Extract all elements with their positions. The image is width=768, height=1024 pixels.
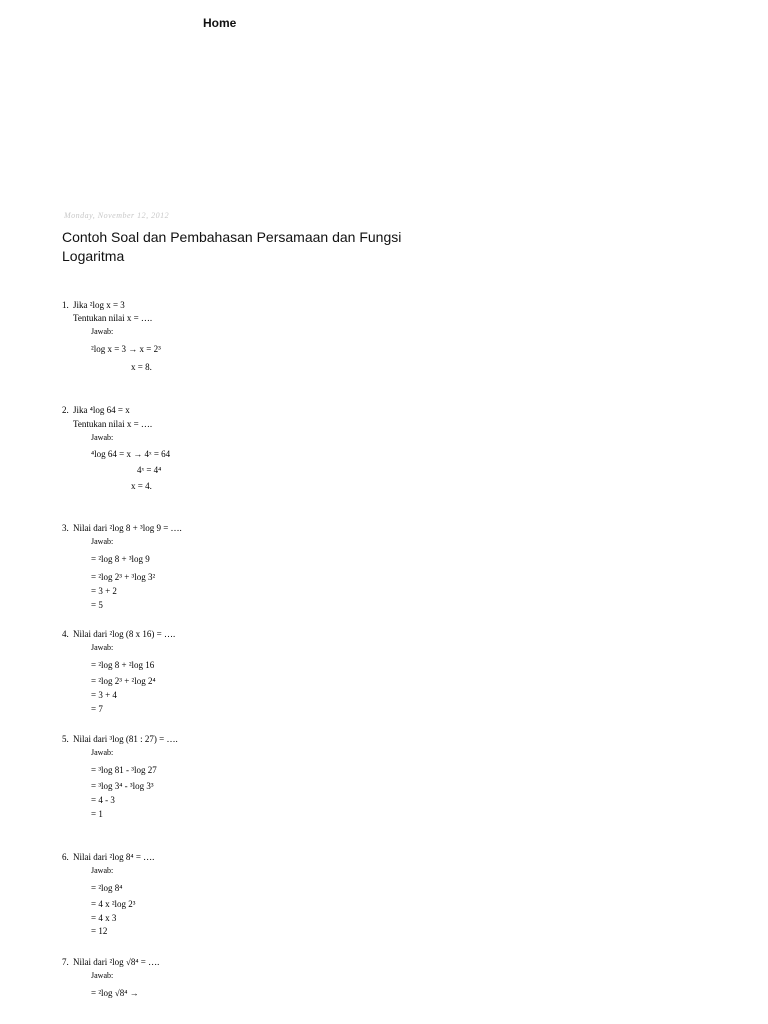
problem-4-number: 4.: [62, 629, 69, 639]
problem-7-answer-label: Jawab:: [91, 971, 114, 980]
problem-1-number: 1.: [62, 300, 69, 310]
problem-5-question: Nilai dari ³log (81 : 27) = ….: [73, 734, 178, 744]
problem-1-step-1: ²log x = 3 → x = 2³: [91, 344, 161, 354]
problem-5-answer-label: Jawab:: [91, 748, 114, 757]
post-title: Contoh Soal dan Pembahasan Persamaan dan Fungsi Logaritma: [62, 229, 402, 264]
nav-home-link[interactable]: Home: [203, 16, 237, 30]
problem-4-step-2: = ²log 2³ + ²log 2⁴: [91, 676, 156, 686]
problem-2-number: 2.: [62, 405, 69, 415]
problem-4-step-1: = ²log 8 + ²log 16: [91, 660, 155, 670]
problem-6-step-1: = ²log 8⁴: [91, 883, 123, 893]
problem-3-answer-label: Jawab:: [91, 537, 114, 546]
problem-2-step-1: ⁴log 64 = x → 4ˣ = 64: [91, 449, 171, 459]
problem-1-instruction: Tentukan nilai x = ….: [73, 313, 153, 323]
problem-6-number: 6.: [62, 852, 69, 862]
problem-3-number: 3.: [62, 523, 69, 533]
problem-2-step-3: x = 4.: [131, 481, 152, 491]
post-date: Monday, November 12, 2012: [64, 211, 170, 220]
problem-6-answer-label: Jawab:: [91, 866, 114, 875]
problem-1-step-2: x = 8.: [131, 362, 152, 372]
problem-4-answer-label: Jawab:: [91, 643, 114, 652]
problem-7-step-1: = ²log √8⁴ →: [91, 988, 139, 998]
problem-6-step-2: = 4 x ²log 2³: [91, 899, 136, 909]
problem-6-question: Nilai dari ²log 8⁴ = ….: [73, 852, 155, 862]
problem-4-step-4: = 7: [91, 704, 103, 714]
problem-3-step-1: = ²log 8 + ³log 9: [91, 554, 150, 564]
problem-5-step-1: = ³log 81 - ³log 27: [91, 765, 157, 775]
problem-3-step-2: = ²log 2³ + ³log 3²: [91, 572, 156, 582]
problem-5-number: 5.: [62, 734, 69, 744]
problem-6-step-3: = 4 x 3: [91, 913, 117, 923]
problem-2-question: Jika ⁴log 64 = x: [73, 405, 130, 415]
problem-7-question: Nilai dari ²log √8⁴ = ….: [73, 957, 160, 967]
problem-3-question: Nilai dari ²log 8 + ³log 9 = ….: [73, 523, 182, 533]
problem-3-step-3: = 3 + 2: [91, 586, 117, 596]
problem-6-step-4: = 12: [91, 926, 108, 936]
problem-1-answer-label: Jawab:: [91, 327, 114, 336]
problem-1-question: Jika ²log x = 3: [73, 300, 125, 310]
problem-5-step-4: = 1: [91, 809, 103, 819]
problem-7-number: 7.: [62, 957, 69, 967]
problem-2-answer-label: Jawab:: [91, 433, 114, 442]
problem-2-step-2: 4ˣ = 4⁴: [137, 465, 162, 475]
problem-5-step-2: = ³log 3⁴ - ³log 3³: [91, 781, 154, 791]
problem-5-step-3: = 4 - 3: [91, 795, 115, 805]
problem-4-step-3: = 3 + 4: [91, 690, 117, 700]
problem-2-instruction: Tentukan nilai x = ….: [73, 419, 153, 429]
problem-3-step-4: = 5: [91, 600, 103, 610]
problem-4-question: Nilai dari ²log (8 x 16) = ….: [73, 629, 176, 639]
